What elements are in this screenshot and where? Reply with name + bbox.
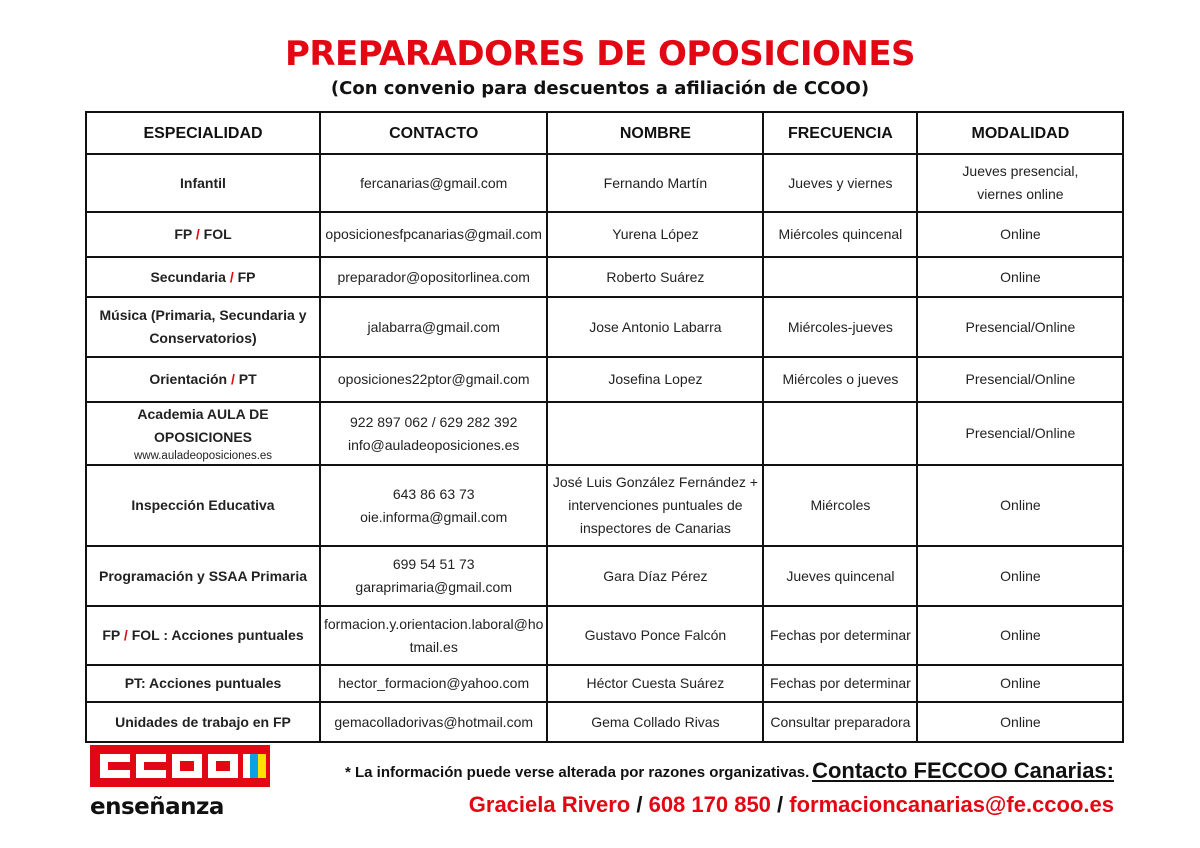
- slash-separator: /: [123, 627, 128, 643]
- especialidad-text: FP: [237, 268, 256, 285]
- contact-email[interactable]: formacioncanarias@fe.ccoo.es: [789, 792, 1114, 817]
- nombre-cell: Yurena López: [547, 212, 763, 257]
- contact-phone[interactable]: 608 170 850: [648, 792, 771, 817]
- especialidad-cell: Música (Primaria, Secundaria y Conservatorios): [86, 297, 320, 357]
- website-link[interactable]: www.auladeoposiciones.es: [133, 450, 273, 462]
- table-row: [86, 546, 1123, 606]
- especialidad-text: FOL: [203, 226, 232, 242]
- nombre-cell: Josefina Lopez: [547, 357, 763, 402]
- especialidad-cell: Programación y SSAA Primaria: [86, 546, 320, 606]
- contact-phone: 922 897 062 / 629 282 392: [350, 413, 518, 430]
- especialidad-cell: [86, 212, 320, 257]
- column-header-modalidad: MODALIDAD: [917, 112, 1123, 154]
- column-header-nombre: NOMBRE: [547, 112, 763, 154]
- frecuencia-cell: Miércoles o jueves: [763, 357, 917, 402]
- contact-email[interactable]: oie.informa@gmail.com: [360, 508, 508, 525]
- slash-separator: /: [636, 792, 643, 817]
- contact-email[interactable]: gemacolladorivas@hotmail.com: [334, 713, 534, 730]
- column-header-especialidad: ESPECIALIDAD: [86, 112, 320, 154]
- table-row: [86, 297, 1123, 357]
- frecuencia-cell: Miércoles: [763, 465, 917, 546]
- especialidad-text: FP: [102, 627, 121, 643]
- table-row: [86, 465, 1123, 546]
- table-header-row: [86, 112, 1123, 154]
- contacto-cell: [320, 402, 547, 465]
- frecuencia-cell: [763, 257, 917, 297]
- logo-subtitle: enseñanza: [90, 794, 224, 820]
- especialidad-text: Orientación: [149, 371, 228, 387]
- contacto-cell: [320, 357, 547, 402]
- nombre-cell: Gustavo Ponce Falcón: [547, 606, 763, 665]
- disclaimer-note: * La información puede verse alterada por razones organizativas.: [345, 764, 810, 781]
- frecuencia-cell: Jueves y viernes: [763, 154, 917, 212]
- nombre-cell: Roberto Suárez: [547, 257, 763, 297]
- contact-email[interactable]: hector_formacion@yahoo.com: [338, 675, 530, 691]
- modalidad-cell: Online: [917, 465, 1123, 546]
- especialidad-text: Secundaria: [150, 268, 226, 285]
- nombre-cell: Jose Antonio Labarra: [547, 297, 763, 357]
- frecuencia-cell: Fechas por determinar: [763, 606, 917, 665]
- page-title: PREPARADORES DE OPOSICIONES: [284, 34, 916, 74]
- contacto-cell: [320, 665, 547, 702]
- column-header-contacto: CONTACTO: [320, 112, 547, 154]
- especialidad-text: FOL : Acciones puntuales: [131, 627, 304, 643]
- contact-phone: 643 86 63 73: [392, 485, 475, 502]
- nombre-cell: Gara Díaz Pérez: [547, 546, 763, 606]
- contact-heading: Contacto FECCOO Canarias:: [812, 758, 1114, 783]
- especialidad-text: Academia AULA DE OPOSICIONES: [137, 406, 269, 445]
- frecuencia-cell: Miércoles-jueves: [763, 297, 917, 357]
- contact-email[interactable]: formacion.y.orientacion.laboral@ho: [324, 615, 544, 632]
- especialidad-text: PT: [238, 371, 257, 387]
- contact-email[interactable]: fercanarias@gmail.com: [360, 174, 508, 191]
- frecuencia-cell: [763, 402, 917, 465]
- nombre-cell: Fernando Martín: [547, 154, 763, 212]
- contact-line: [469, 792, 1114, 818]
- frecuencia-cell: Fechas por determinar: [763, 665, 917, 702]
- table-row: [86, 606, 1123, 665]
- contacto-cell: [320, 465, 547, 546]
- modalidad-line: Jueves presencial,: [962, 163, 1079, 179]
- modalidad-cell: Online: [917, 606, 1123, 665]
- slash-separator: /: [195, 226, 200, 242]
- nombre-cell: Héctor Cuesta Suárez: [547, 665, 763, 702]
- especialidad-cell: [86, 154, 320, 212]
- especialidad-cell: [86, 606, 320, 665]
- contact-email-continued[interactable]: tmail.es: [409, 638, 458, 655]
- especialidad-cell: Inspección Educativa: [86, 465, 320, 546]
- ccoo-logo-icon: [90, 745, 270, 787]
- modalidad-cell: Online: [917, 702, 1123, 742]
- modalidad-cell: Online: [917, 257, 1123, 297]
- table-row: [86, 257, 1123, 297]
- contact-email[interactable]: info@auladeoposiciones.es: [347, 436, 520, 453]
- contact-email[interactable]: oposicionesfpcanarias@gmail.com: [325, 226, 542, 242]
- modalidad-cell: [917, 154, 1123, 212]
- modalidad-cell: Presencial/Online: [917, 402, 1123, 465]
- modalidad-cell: Online: [917, 665, 1123, 702]
- contact-email[interactable]: garaprimaria@gmail.com: [355, 579, 512, 595]
- contact-email[interactable]: jalabarra@gmail.com: [367, 318, 500, 335]
- frecuencia-cell: Consultar preparadora: [763, 702, 917, 742]
- nombre-cell: Gema Collado Rivas: [547, 702, 763, 742]
- modalidad-cell: Online: [917, 212, 1123, 257]
- contacto-cell: [320, 546, 547, 606]
- contact-phone: 699 54 51 73: [392, 556, 475, 572]
- contacto-cell: [320, 606, 547, 665]
- nombre-cell: José Luis González Fernández + intervenciones puntuales de inspectores de Canarias: [547, 465, 763, 546]
- table-row: [86, 212, 1123, 257]
- table-row: [86, 402, 1123, 465]
- contact-email[interactable]: preparador@opositorlinea.com: [337, 268, 530, 285]
- especialidad-cell: Unidades de trabajo en FP: [86, 702, 320, 742]
- especialidad-cell: PT: Acciones puntuales: [86, 665, 320, 702]
- table-row: [86, 702, 1123, 742]
- modalidad-cell: Online: [917, 546, 1123, 606]
- contacto-cell: [320, 154, 547, 212]
- especialidad-text: FP: [174, 226, 192, 242]
- slash-separator: /: [229, 268, 234, 285]
- contact-name: Graciela Rivero: [468, 792, 631, 817]
- contact-email[interactable]: oposiciones22ptor@gmail.com: [337, 371, 530, 387]
- especialidad-cell: [86, 402, 320, 465]
- especialidad-text: Infantil: [180, 174, 226, 191]
- contacto-cell: [320, 702, 547, 742]
- slash-separator: /: [231, 371, 235, 387]
- modalidad-cell: Presencial/Online: [917, 297, 1123, 357]
- ccoo-ensenanza-logo: [90, 745, 270, 820]
- frecuencia-cell: Miércoles quincenal: [763, 212, 917, 257]
- modalidad-line: viernes online: [977, 186, 1064, 202]
- contacto-cell: [320, 297, 547, 357]
- nombre-cell: [547, 402, 763, 465]
- especialidad-cell: [86, 257, 320, 297]
- table-row: [86, 357, 1123, 402]
- frecuencia-cell: Jueves quincenal: [763, 546, 917, 606]
- especialidad-cell: [86, 357, 320, 402]
- table-row: [86, 665, 1123, 702]
- column-header-frecuencia: FRECUENCIA: [763, 112, 917, 154]
- page-subtitle: (Con convenio para descuentos a afiliación de CCOO): [330, 78, 870, 99]
- contacto-cell: [320, 257, 547, 297]
- table-row: [86, 154, 1123, 212]
- preparadores-table: [85, 111, 1124, 743]
- modalidad-cell: Presencial/Online: [917, 357, 1123, 402]
- slash-separator: /: [777, 792, 784, 817]
- contacto-cell: [320, 212, 547, 257]
